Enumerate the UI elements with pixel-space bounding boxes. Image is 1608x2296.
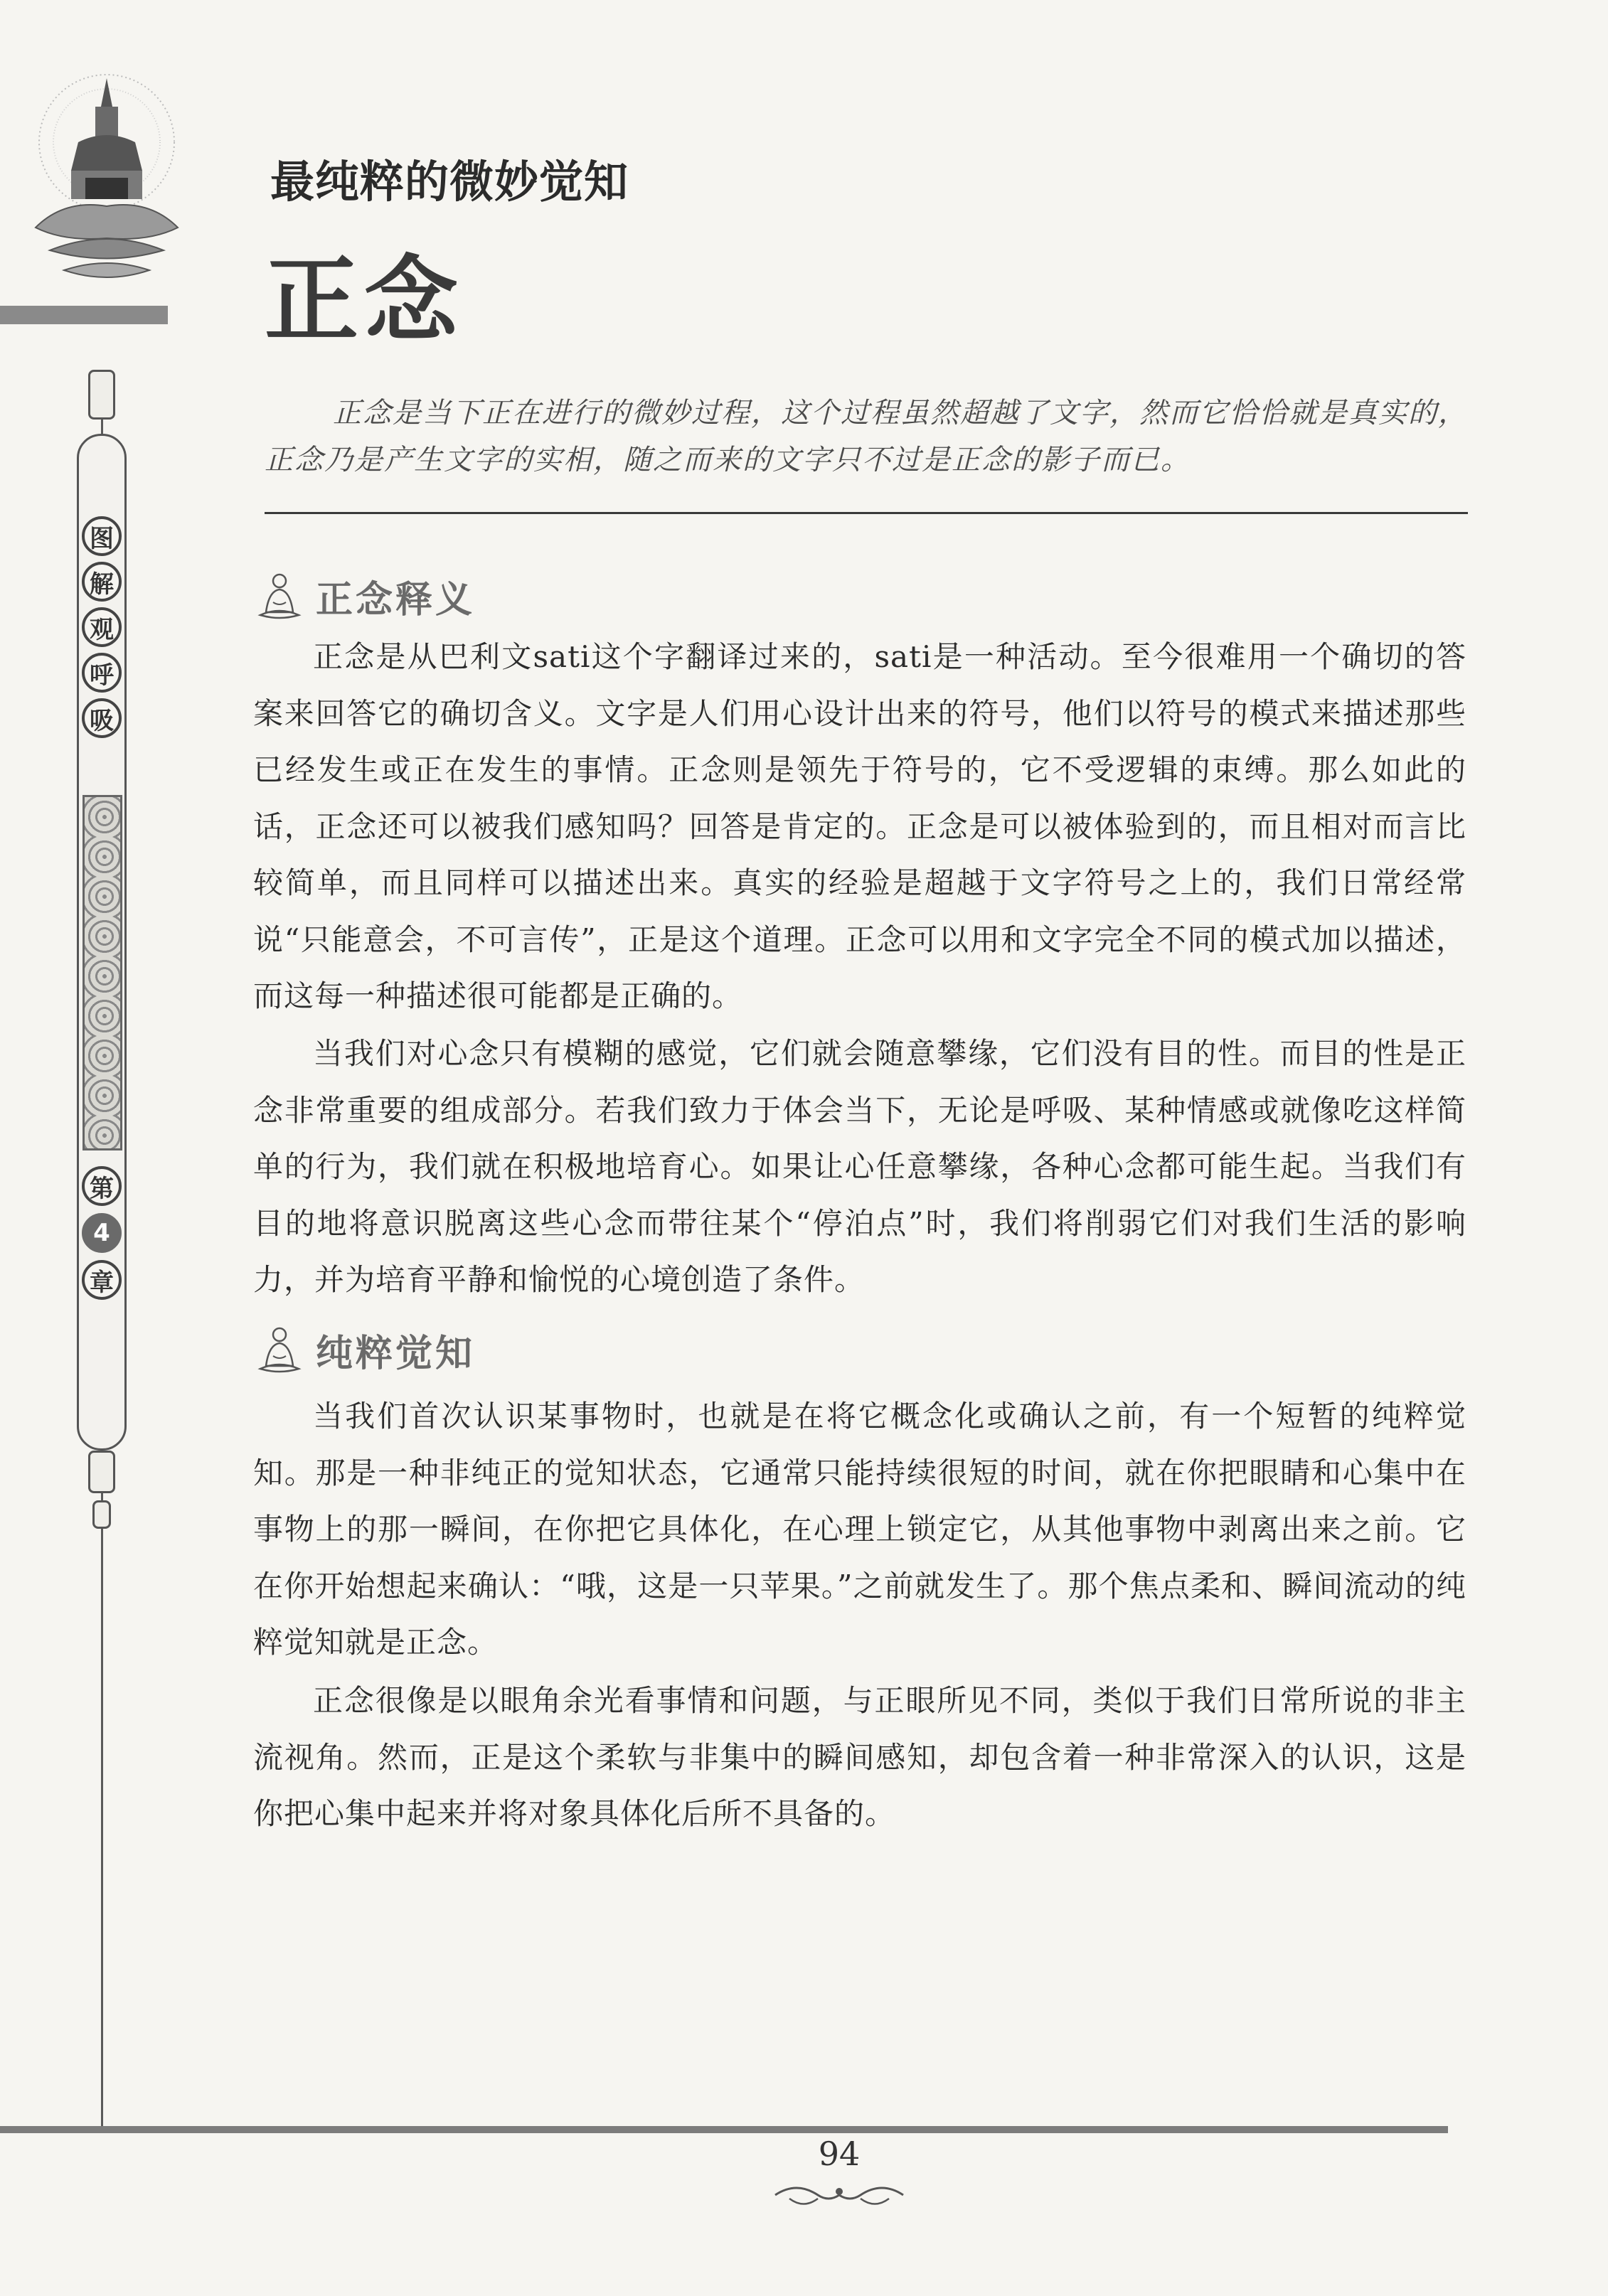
monk-icon	[256, 1325, 303, 1374]
body-paragraph: 正念很像是以眼角余光看事情和问题，与正眼所见不同，类似于我们日常所说的非主流视角。然而，正是这个柔软与非集中的瞬间感知，却包含着一种非常深入的认识，这是你把心集中起来并将对象具体化后所不具备的。	[253, 1683, 1466, 1831]
body-paragraph: 当我们对心念只有模糊的感觉，它们就会随意攀缘，它们没有目的性。而目的性是正念非常重要的组成部分。若我们致力于体会当下，无论是呼吸、某种情感或就像吃这样简单的行为，我们就在积极地培育心。如果让心任意攀缘，各种心念都可能生起。当我们有目的地将意识脱离这些心念而带往某个“停泊点”时，我们将削弱它们对我们生活的影响力，并为培育平静和愉悦的心境创造了条件。	[253, 1036, 1466, 1297]
chapter-number: 4	[82, 1213, 122, 1253]
scroll-top-cap	[88, 370, 115, 420]
flourish-ornament-icon	[768, 2177, 910, 2213]
header-bar	[0, 306, 168, 324]
ornament-pattern	[82, 795, 122, 1150]
section-heading	[256, 567, 475, 624]
monk-icon	[256, 571, 303, 621]
footer-rule	[0, 2126, 1448, 2133]
book-title-char: 解	[82, 562, 122, 602]
body-paragraph: 当我们首次认识某事物时，也就是在将它概念化或确认之前，有一个短暂的纯粹觉知。那是一种非纯正的觉知状态，它通常只能持续很短的时间，就在你把眼睛和心集中在事物上的那一瞬间，在你把它具体化，在心理上锁定它，从其他事物中剥离出来之前。它在你开始想起来确认：“哦，这是一只苹果。”之前就发生了。那个焦点柔和、瞬间流动的纯粹觉知就是正念。	[253, 1399, 1466, 1660]
section-title: 正念释义	[316, 577, 476, 621]
body-paragraph: 正念是从巴利文sati这个字翻译过来的，sati是一种活动。至今很难用一个确切的答案来回答它的确切含义。文字是人们用心设计出来的符号，他们以符号的模式来描述那些已经发生或正在发生的事情。正念则是领先于符号的，它不受逻辑的束缚。那么如此的话，正念还可以被我们感知吗？回答是肯定的。正念是可以被体验到的，而且相对而言比较简单，而且同样可以描述出来。真实的经验是超越于文字符号之上的，我们日常经常说“只能意会，不可言传”，正是这个道理。正念可以用和文字完全不同的模式加以描述，而这每一种描述很可能都是正确的。	[253, 639, 1466, 1013]
book-title-char: 呼	[82, 653, 122, 693]
page-number: 94	[818, 2135, 861, 2173]
book-title-char: 图	[82, 516, 122, 556]
section-title: 纯粹觉知	[316, 1331, 476, 1375]
page-subtitle: 最纯粹的微妙觉知	[270, 156, 629, 208]
intro-paragraph: 正念是当下正在进行的微妙过程，这个过程虽然超越了文字，然而它恰恰就是真实的，正念乃是产生文字的实相，随之而来的文字只不过是正念的影子而已。	[265, 397, 1468, 476]
section-heading	[256, 1321, 475, 1378]
page-title: 正念	[265, 246, 464, 356]
scroll-bottom-cap	[88, 1451, 115, 1493]
scroll-bead	[92, 1500, 111, 1529]
stupa-emblem-icon	[21, 64, 192, 299]
chapter-char: 第	[82, 1166, 122, 1206]
book-title-char: 吸	[82, 698, 122, 738]
book-title-char: 观	[82, 607, 122, 647]
intro-divider	[265, 512, 1468, 514]
chapter-char: 章	[82, 1260, 122, 1300]
